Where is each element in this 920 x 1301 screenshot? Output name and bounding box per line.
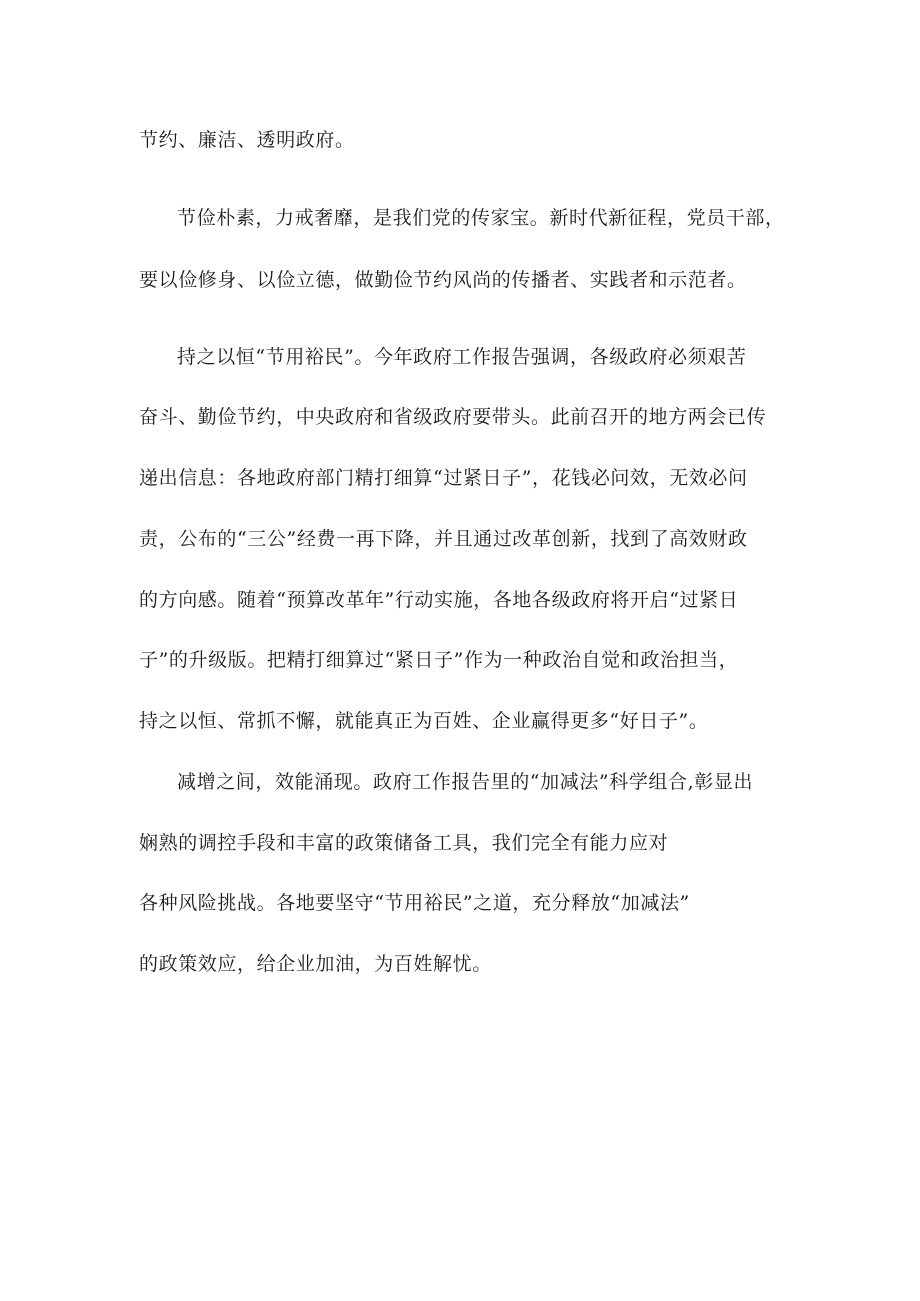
text-line-12: 娴熟的调控手段和丰富的政策储备工具，我们完全有能力应对 — [139, 832, 669, 854]
text-line-8: 的方向感。随着“预算改革年”行动实施，各地各级政府将开启“过紧日 — [139, 589, 739, 611]
text-line-4: 持之以恒“节用裕民”。今年政府工作报告强调，各级政府必须艰苦 — [177, 346, 747, 368]
text-line-7: 责，公布的“三公”经费一再下降，并且通过改革创新，找到了高效财政 — [139, 528, 748, 550]
text-line-2: 节俭朴素，力戒奢靡，是我们党的传家宝。新时代新征程，党员干部， — [177, 207, 785, 229]
text-line-1: 节约、廉洁、透明政府。 — [139, 129, 355, 151]
text-line-10: 持之以恒、常抓不懈，就能真正为百姓、企业赢得更多“好日子”。 — [139, 710, 709, 732]
text-line-13: 各种风险挑战。各地要坚守“节用裕民”之道，充分释放“加减法” — [139, 892, 690, 914]
text-line-5: 奋斗、勤俭节约，中央政府和省级政府要带头。此前召开的地方两会已传 — [139, 406, 767, 428]
text-line-14: 的政策效应，给企业加油，为百姓解忧。 — [139, 953, 492, 975]
text-line-3: 要以俭修身、以俭立德，做勤俭节约风尚的传播者、实践者和示范者。 — [139, 269, 747, 291]
text-line-11: 减增之间，效能涌现。政府工作报告里的“加减法”科学组合,彰显出 — [177, 771, 754, 793]
text-line-9: 子”的升级版。把精打细算过“紧日子”作为一种政治自觉和政治担当， — [139, 649, 739, 671]
text-line-6: 递出信息：各地政府部门精打细算“过紧日子”，花钱必问效，无效必问 — [139, 467, 748, 489]
